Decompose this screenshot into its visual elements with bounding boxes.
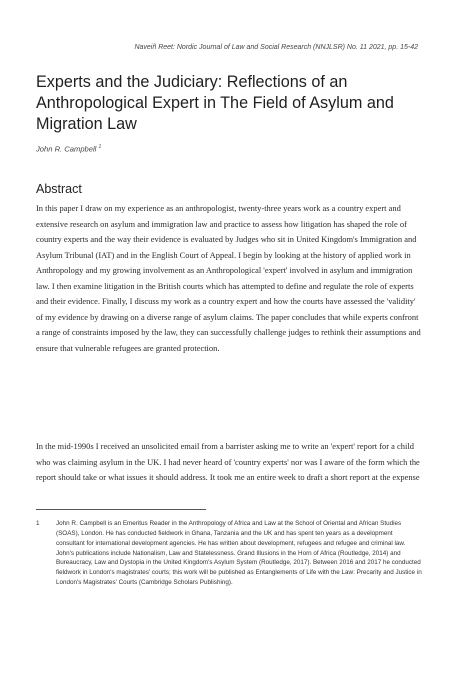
abstract-text: In this paper I draw on my experience as an anthropologist, twenty-three years work as a country expert and extensive research on asylum and immigration law and practice to assess how litigation has shaped the role of country experts and the way their evidence is evaluated by Judges who sit in United Kingdom's Immigration and Asylum Tribunal (IAT) and in the English Court of Appeal. I begin by looking at the history of applied work in Anthropology and my growing involvement as an Anthropological 'expert' involved in asylum and immigration law. I then examine litigation in the British courts which has attempted to define and regulate the role of experts and their evidence. Finally, I discuss my work as a country expert and how the courts have assessed the 'validity' of my evidence by drawing on a diverse range of asylum claims. The paper concludes that while experts confront a range of constraints imposed by the law, they can successfully challenge judges to rethink their assumptions and ensure that vulnerable refugees are granted protection. [36, 203, 421, 353]
footnote-text: John R. Campbell is an Emeritus Reader in the Anthropology of Africa and Law at the School of Oriental and African Studies (SOAS), London. He has conducted fieldwork in Ghana, Tanzania and the UK and has spent ten years as a development consultant for international development agencies. He has written about development, refugees and refugee and criminal law. John's publications include Nationalism, Law and Statelessness. Grand Illusions in the Horn of Africa (Routledge, 2014) and Bureaucracy, Law and Dystopia in the United Kingdom's Asylum System (Routledge, 2017). Between 2016 and 2017 he conducted fieldwork in London's magistrates' courts; this work will be published as Entanglements of Life with the Law: Precarity and Justice in London's Magistrates' Courts (Cambridge Scholars Publishing). [56, 520, 422, 587]
footnote-divider [36, 509, 206, 510]
author-line [36, 144, 101, 154]
footnote-number: 1 [36, 520, 40, 527]
author-footnote-marker[interactable]: 1 [98, 144, 102, 150]
article-title: Experts and the Judiciary: Reflections of an Anthropological Expert in The Field of Asylum and Migration Law [36, 73, 394, 133]
body-paragraph: In the mid-1990s I received an unsolicited email from a barrister asking me to write an 'expert' report for a child who was claiming asylum in the UK. I had never heard of 'country experts' nor was I aware of the form which the report should take or what issues it should address. It took me an entire week to draft a short report at the expense [36, 441, 420, 483]
author-name: John R. Campbell [36, 144, 97, 154]
footnote [36, 519, 422, 588]
running-header: Naveiñ Reet: Nordic Journal of Law and Social Research (NNJLSR) No. 11 2021, pp. 15-42 [134, 44, 418, 51]
abstract-heading: Abstract [36, 182, 82, 196]
